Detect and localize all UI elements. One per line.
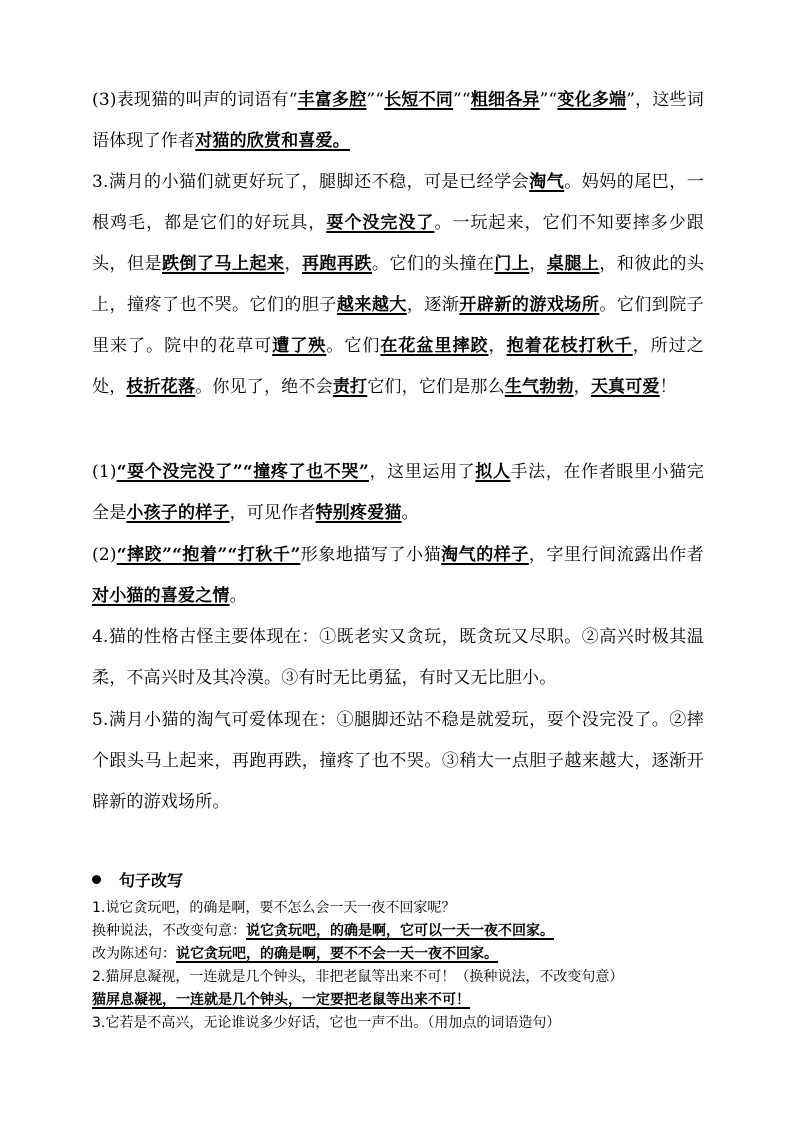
- rewrite-answer-1a: 换种说法，不改变句意：说它贪玩吧，的确是啊，它可以一天一夜不回家。: [92, 923, 554, 939]
- section-heading: [92, 868, 183, 894]
- answer-underline: 变化多端: [557, 90, 627, 110]
- rewrite-question-1: 1.说它贪玩吧，的确是啊，要不怎么会一天一夜不回家呢？: [92, 900, 456, 916]
- bullet-icon: [92, 875, 101, 884]
- rewrite-answer-1b: 改为陈述句：说它贪玩吧，的确是啊，要不不会一天一夜不回家。: [92, 946, 498, 962]
- answer-underline: 对猫的欣赏和喜爱。: [195, 131, 351, 151]
- paragraph-3-3: (3)表现猫的叫声的词语有“丰富多腔”“长短不同”“粗细各异”“变化多端”，这些词语体现了作者对猫的欣赏和喜爱。: [92, 90, 704, 151]
- paragraph-4-personality: 4.猫的性格古怪主要体现在：①既老实又贪玩，既贪玩又尽职。②高兴时极其温柔，不高兴时及其冷漠。③有时无比勇猛，有时又无比胆小。: [92, 627, 704, 688]
- rewrite-question-3: 3.它若是不高兴，无论谁说多少好话，它也一声不出。（用加点的词语造句）: [92, 1015, 561, 1031]
- paragraph-5-kittens: 5.满月小猫的淘气可爱体现在：①腿脚还站不稳是就爱玩，耍个没完没了。②摔个跟头马上起来，再跑再跌，撞疼了也不哭。③稍大一点胆子越来越大，逐渐开辟新的游戏场所。: [92, 710, 704, 812]
- answer-underline: 长短不同: [384, 90, 454, 110]
- answer-underline: 粗细各异: [470, 90, 540, 110]
- rewrite-answer-2: 猫屏息凝视，一连就是几个钟头，一定要把老鼠等出来不可！: [92, 992, 470, 1008]
- rewrite-question-2: 2.猫屏息凝视，一连就是几个钟头，非把老鼠等出来不可！（换种说法，不改变句意）: [92, 969, 624, 985]
- answer-underline: 丰富多腔: [297, 90, 367, 110]
- paragraph-answer-2: (2)“摔跤”“抱着”“打秋千”形象地描写了小猫淘气的样子，字里行间流露出作者对小猫的喜爱之情。: [92, 545, 704, 606]
- paragraph-3-kittens: 3.满月的小猫们就更好玩了，腿脚还不稳，可是已经学会淘气。妈妈的尾巴，一根鸡毛，都是它们的好玩具，耍个没完没了。一玩起来，它们不知要摔多少跟头，但是跌倒了马上起来，再跑再跌。它们的头撞在门上，桌腿上，和彼此的头上，撞疼了也不哭。它们的胆子越来越大，逐渐开辟新的游戏场所。它们到院子里来了。院中的花草可遭了殃。它们在花盆里摔跤，抱着花枝打秋千，所过之处，枝折花落。你见了，绝不会责打它们，它们是那么生气勃勃，天真可爱！: [92, 172, 705, 397]
- paragraph-answer-1: (1)“耍个没完没了”“撞疼了也不哭”，这里运用了拟人手法，在作者眼里小猫完全是小孩子的样子，可见作者特别疼爱猫。: [92, 462, 704, 523]
- section-title: 句子改写: [119, 871, 184, 890]
